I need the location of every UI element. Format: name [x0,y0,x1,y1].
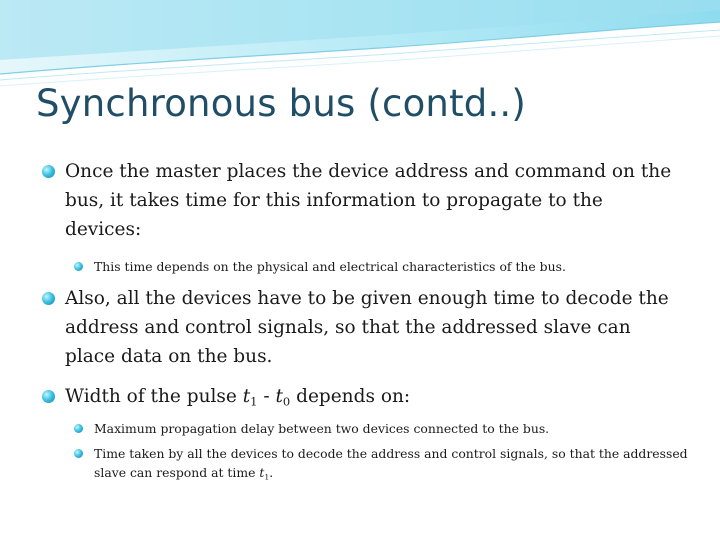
slide-title: Synchronous bus (contd..) [36,82,527,125]
bullet-item [42,382,682,416]
sub-bullet-text: This time depends on the physical and electrical characteristics of the bus. [94,259,566,274]
bullet-text: Once the master places the device address and command on the bus, it takes time for this information to propagate to the devices: [65,161,672,240]
sub-bullet-item [74,444,702,486]
bullet-text: Also, all the devices have to be given enough time to decode the address and control signals, so that the addressed slave can place data on the bus. [65,288,669,367]
sub-bullet-text: Maximum propagation delay between two devices connected to the bus. [94,421,550,436]
sub-bullet-text: Time taken by all the devices to decode the address and control signals, so that the addressed slave can respond at time $t_1$. [94,446,688,482]
bullet-icon [74,449,83,458]
bullet-icon [42,292,55,305]
bullet-item [42,157,682,244]
sub-bullet-item [74,257,702,276]
bullet-icon [42,165,55,178]
bullet-icon [74,262,83,271]
bullet-item [42,284,682,371]
bullet-icon [42,390,55,403]
sub-bullet-item [74,419,702,438]
bullet-icon [74,424,83,433]
bullet-text: Width of the pulse $t_1 - t_0$ depends on: [65,386,411,409]
